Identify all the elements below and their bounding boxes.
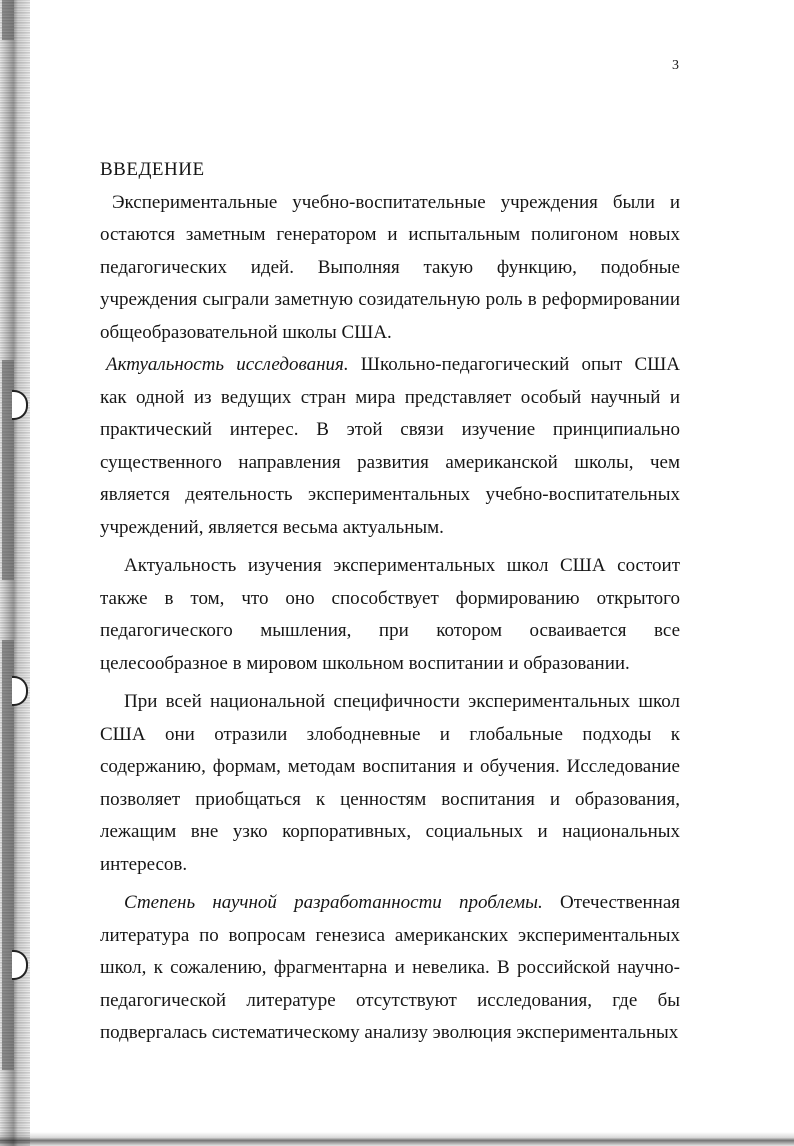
- scan-noise: [2, 0, 14, 40]
- paragraph: [100, 349, 680, 544]
- section-heading: ВВЕДЕНИЕ: [100, 159, 205, 180]
- scan-bottom-edge: [0, 1132, 794, 1146]
- document-body: [100, 154, 680, 1050]
- paragraph: [100, 686, 680, 881]
- paragraph-lead: Степень научной разработанности проблемы.: [124, 892, 543, 913]
- punch-hole: [12, 390, 28, 420]
- paragraph-text: Экспериментальные учебно-воспитательные учреждения были и остаются заметным генератором и испытальным полигоном новых педагогических идей. Выполняя такую функцию, подобные учреждения сыграли заметную созидательную роль в реформировании общеобразовательной школы США.: [100, 191, 680, 343]
- paragraph-text: При всей национальной специфичности экспериментальных школ США они отразили злободневные и глобальные подходы к содержанию, формам, методам воспитания и обучения. Исследование позволяет приобщаться к ценностям воспитания и образования, лежащим вне узко корпоративных, социальных и национальных интересов.: [100, 691, 680, 875]
- paragraph-text: Отечественная литература по вопросам генезиса американских экспериментальных школ, к сожалению, фрагментарна и невелика. В российской научно-педагогической литературе отсутствуют исследования, где бы подвергалась систематическому анализу эволюция экспериментальных: [100, 892, 681, 1043]
- paragraph-lead: Актуальность исследования.: [106, 354, 349, 375]
- punch-hole: [12, 676, 28, 706]
- punch-hole: [12, 950, 28, 980]
- paragraph-text: Актуальность изучения экспериментальных школ США состоит также в том, что оно способствует формированию открытого педагогического мышления, при котором осваивается все целесообразное в мировом школьном воспитании и образовании.: [100, 555, 680, 674]
- paragraph: [100, 550, 680, 680]
- scan-binding-edge: [0, 0, 30, 1146]
- paragraph: [100, 887, 680, 1050]
- page-number: 3: [672, 58, 679, 73]
- paragraph: [100, 187, 680, 350]
- paragraph-text: Школьно-педагогический опыт США как одной из ведущих стран мира представляет особый научный и практический интерес. В этой связи изучение принципиально существенного направления развития американской школы, чем является деятельность экспериментальных учебно-воспитательных учреждений, является весьма актуальным.: [100, 354, 680, 538]
